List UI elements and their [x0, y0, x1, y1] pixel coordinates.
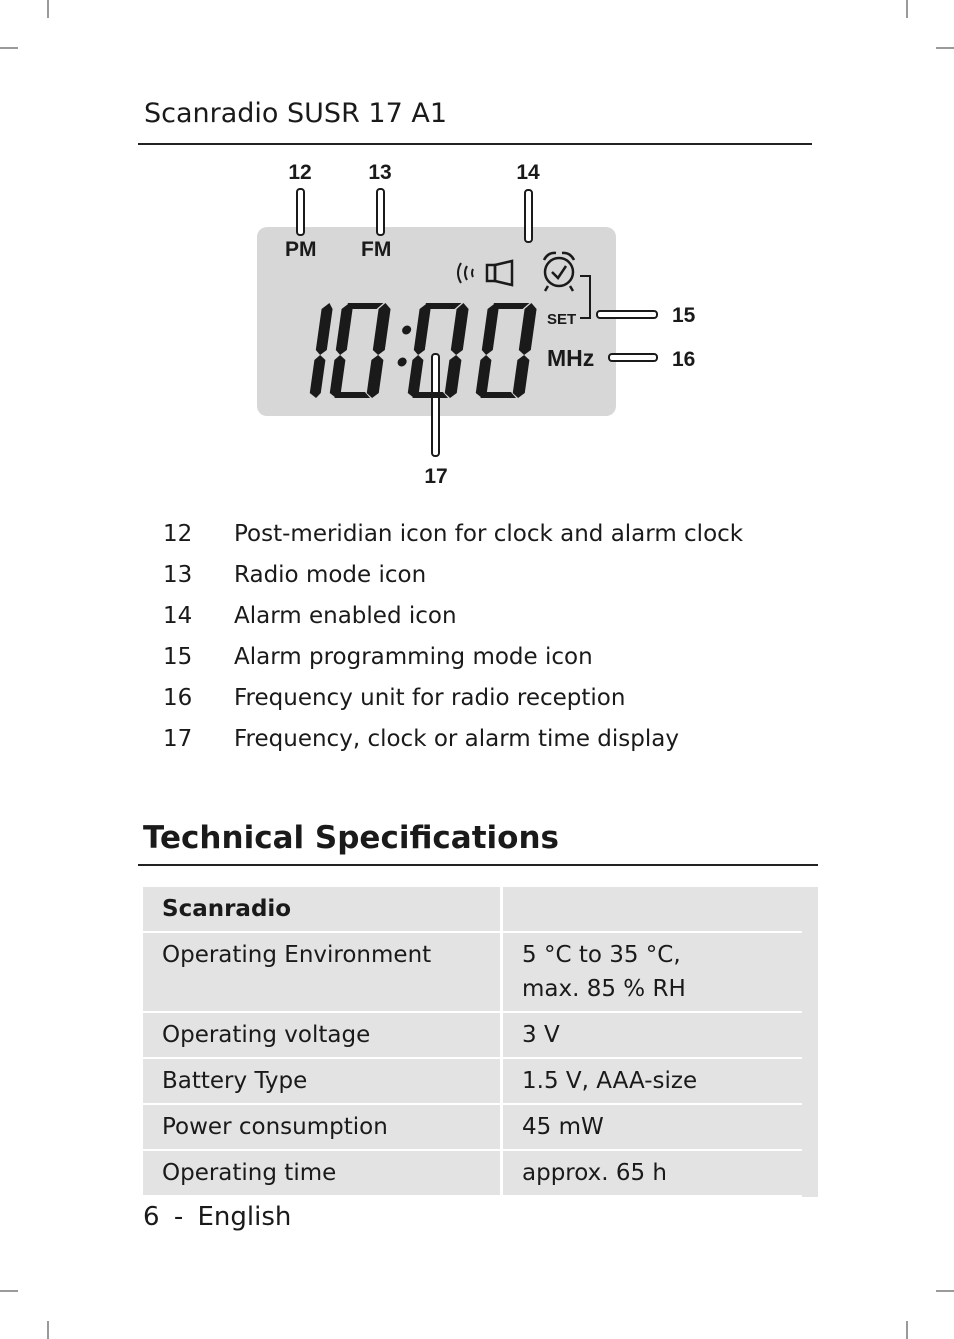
callout-number-16: 16: [672, 348, 696, 371]
crop-mark: [906, 0, 908, 18]
spec-value: approx. 65 h: [502, 1150, 811, 1196]
page-number: 6: [143, 1202, 160, 1232]
table-header-row: [143, 887, 810, 932]
spec-value: 3 V: [502, 1012, 811, 1058]
legend-text: Frequency, clock or alarm time display: [234, 726, 679, 752]
legend-text: Post-meridian icon for clock and alarm clock: [234, 521, 744, 547]
spec-label: Operating voltage: [143, 1012, 502, 1058]
footer-separator: -: [173, 1202, 184, 1232]
crop-mark: [47, 1321, 49, 1339]
spec-label: Battery Type: [143, 1058, 502, 1104]
spec-value: 45 mW: [502, 1104, 811, 1150]
lcd-fm-label: FM: [361, 238, 392, 261]
legend-number: 14: [163, 603, 193, 629]
crop-mark: [906, 1321, 908, 1339]
legend-number: 15: [163, 644, 193, 670]
lcd-unit-label: MHz: [547, 345, 595, 371]
crop-mark: [47, 0, 49, 18]
legend-number: 16: [163, 685, 193, 711]
section-title: Technical Specifications: [143, 820, 559, 856]
table-row: [143, 932, 810, 1012]
callout-number-13: 13: [368, 161, 392, 184]
lcd-pm-label: PM: [285, 238, 317, 261]
legend-item: [163, 682, 743, 723]
table-heading-empty: [502, 887, 811, 932]
legend-item: [163, 559, 743, 600]
page-footer: [143, 1202, 291, 1232]
specifications-table: [143, 887, 818, 1197]
callout-number-15: 15: [672, 304, 696, 327]
spec-value: [502, 932, 811, 1012]
callout-number-12: 12: [288, 161, 312, 184]
legend-number: 13: [163, 562, 193, 588]
crop-mark: [936, 47, 954, 49]
footer-language: English: [197, 1202, 292, 1232]
legend-text: Frequency unit for radio reception: [234, 685, 626, 711]
legend-item: [163, 600, 743, 641]
crop-mark: [936, 1290, 954, 1292]
section-rule: [138, 864, 818, 866]
table-row: [143, 1104, 810, 1150]
page-header-title: Scanradio SUSR 17 A1: [144, 98, 447, 129]
legend-number: 12: [163, 521, 193, 547]
legend-number: 17: [163, 726, 193, 752]
spec-label: Operating Environment: [143, 932, 502, 1012]
legend-item: [163, 723, 743, 764]
legend-item: [163, 518, 743, 559]
legend-text: Alarm enabled icon: [234, 603, 457, 629]
table-row: [143, 1058, 810, 1104]
crop-mark: [0, 1290, 18, 1292]
callout-number-14: 14: [516, 161, 540, 184]
callout-number-17: 17: [424, 465, 448, 488]
spec-value-line: max. 85 % RH: [522, 976, 686, 1002]
crop-mark: [0, 47, 18, 49]
table-row: [143, 1150, 810, 1196]
spec-value: 1.5 V, AAA-size: [502, 1058, 811, 1104]
legend-text: Alarm programming mode icon: [234, 644, 593, 670]
spec-value-line: 5 °C to 35 °C,: [522, 942, 681, 968]
display-legend-list: [163, 518, 743, 764]
header-rule: [138, 143, 812, 145]
table-row: [143, 1012, 810, 1058]
table-heading: Scanradio: [143, 887, 502, 932]
lcd-set-label: SET: [547, 311, 577, 328]
legend-item: [163, 641, 743, 682]
legend-text: Radio mode icon: [234, 562, 427, 588]
spec-label: Power consumption: [143, 1104, 502, 1150]
lcd-display-figure: [240, 150, 720, 495]
spec-label: Operating time: [143, 1150, 502, 1196]
